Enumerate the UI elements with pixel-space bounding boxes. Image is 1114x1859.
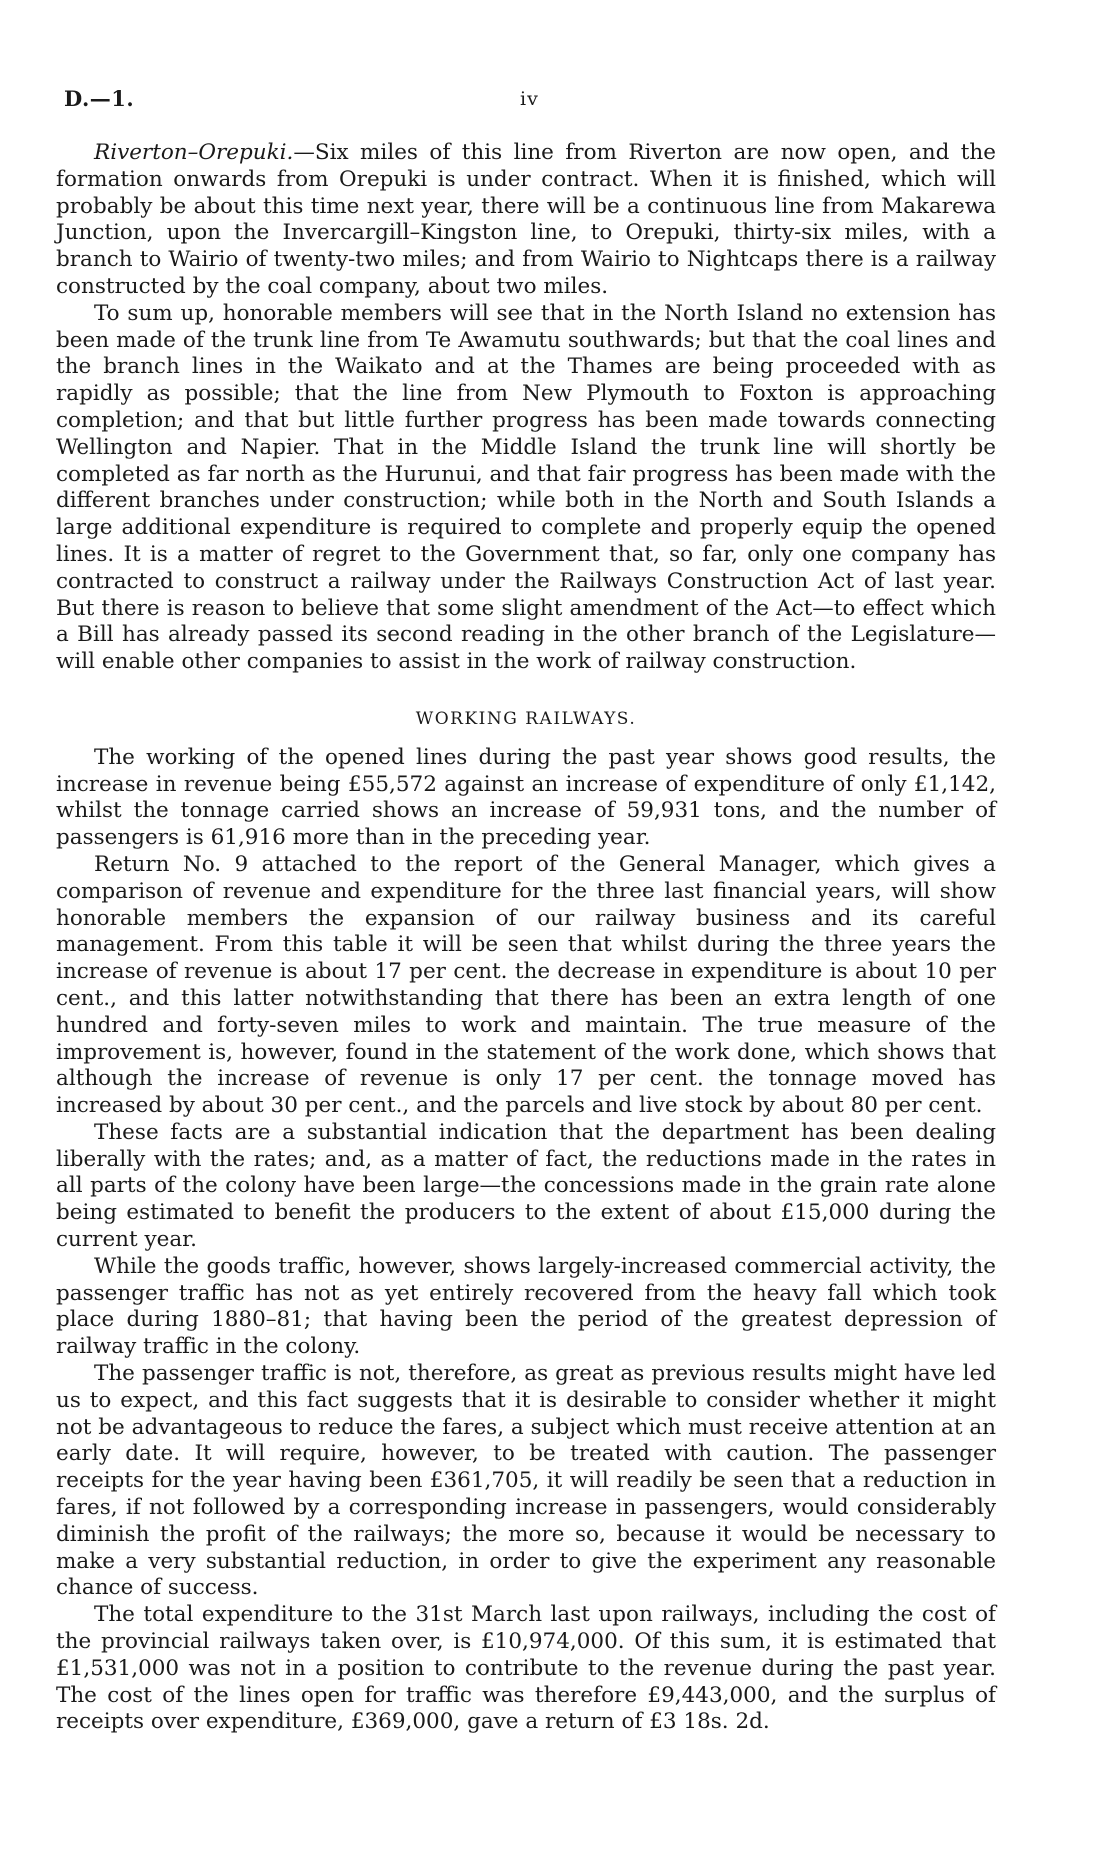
paragraph-goods-traffic: While the goods traffic, however, shows largely-increased commercial activity, the passenger traffic has not as yet entirely recovered from the heavy fall which took place during 1880–81; that having been the period of the greatest depression of railway traffic in the colony.: [56, 1253, 996, 1360]
paragraph-rates: These facts are a substantial indication that the department has been dealing liberally with the rates; and, as a matter of fact, the reductions made in the rates in all parts of the colony have been large—the concessions made in the grain rate alone being estimated to benefit the producers to the extent of about £15,000 during the current year.: [56, 1119, 996, 1253]
paragraph-working-results: The working of the opened lines during the past year shows good results, the increase in revenue being £55,572 against an increase of expenditure of only £1,142, whilst the tonnage carried shows an increase of 59,931 tons, and the number of passengers is 61,916 more than in the preceding year.: [56, 744, 996, 851]
section-heading-working-railways: WORKING RAILWAYS.: [415, 708, 637, 729]
paragraph-summary: To sum up, honorable members will see that in the North Island no extension has been made of the trunk line from Te Awamutu southwards; but that the coal lines and the branch lines in the Waikato and at the Thames are being proceeded with as rapidly as possible; that the line from New Plymouth to Foxton is approaching completion; and that but little further progress has been made towards connecting Wellington and Napier. That in the Middle Island the trunk line will shortly be completed as far north as the Hurunui, and that fair progress has been made with the different branches under construction; while both in the North and South Islands a large additional expenditure is required to complete and properly equip the opened lines. It is a matter of regret to the Government that, so far, only one company has contracted to construct a railway under the Railways Construction Act of last year. But there is reason to believe that some slight amendment of the Act—to effect which a Bill has already passed its second reading in the other branch of the Legislature—will enable other companies to assist in the work of railway construction.: [56, 300, 996, 675]
paragraph-passenger-traffic: The passenger traffic is not, therefore, as great as previous results might have led us to expect, and this fact suggests that it is desirable to consider whether it might not be advantageous to reduce the fares, a subject which must receive attention at an early date. It will require, however, to be treated with caution. The passenger receipts for the year having been £361,705, it will readily be seen that a reduction in fares, if not followed by a corresponding increase in passengers, would considerably diminish the profit of the railways; the more so, because it would be necessary to make a very substantial reduction, in order to give the experiment any reasonable chance of success.: [56, 1361, 996, 1601]
body-text: [56, 140, 996, 1736]
document-code: D.—1.: [64, 86, 135, 111]
paragraph-total-expenditure: The total expenditure to the 31st March last upon railways, including the cost of the provincial railways taken over, is £10,974,000. Of this sum, it is estimated that £1,531,000 was not in a position to contribute to the revenue during the past year. The cost of the lines open for traffic was therefore £9,443,000, and the surplus of receipts over expenditure, £369,000, gave a return of £3 18s. 2d.: [56, 1602, 996, 1735]
paragraph-riverton-orepuki-text: —Six miles of this line from Riverton are now open, and the formation onwards from Orepuki is under contract. When it is finished, which will probably be about this time next year, there will be a continuous line from Makarewa Junction, upon the Invercargill–Kingston line, to Orepuki, thirty-six miles, with a branch to Wairio of twenty-two miles; and from Wairio to Nightcaps there is a railway constructed by the coal company, about two miles.: [56, 140, 996, 299]
paragraph-return-no-9: Return No. 9 attached to the report of the General Manager, which gives a comparison of revenue and expenditure for the three last financial years, will show honorable members the expansion of our railway business and its careful management. From this table it will be seen that whilst during the three years the increase of revenue is about 17 per cent. the decrease in expenditure is about 10 per cent., and this latter notwithstanding that there has been an extra length of one hundred and forty-seven miles to work and maintain. The true measure of the improvement is, however, found in the statement of the work done, which shows that although the increase of revenue is only 17 per cent. the tonnage moved has increased by about 30 per cent., and the parcels and live stock by about 80 per cent.: [56, 851, 996, 1119]
paragraph-lead-riverton-orepuki: Riverton–Orepuki.: [94, 140, 294, 165]
paragraph-riverton-orepuki: [56, 140, 996, 301]
page-number: iv: [520, 88, 539, 110]
